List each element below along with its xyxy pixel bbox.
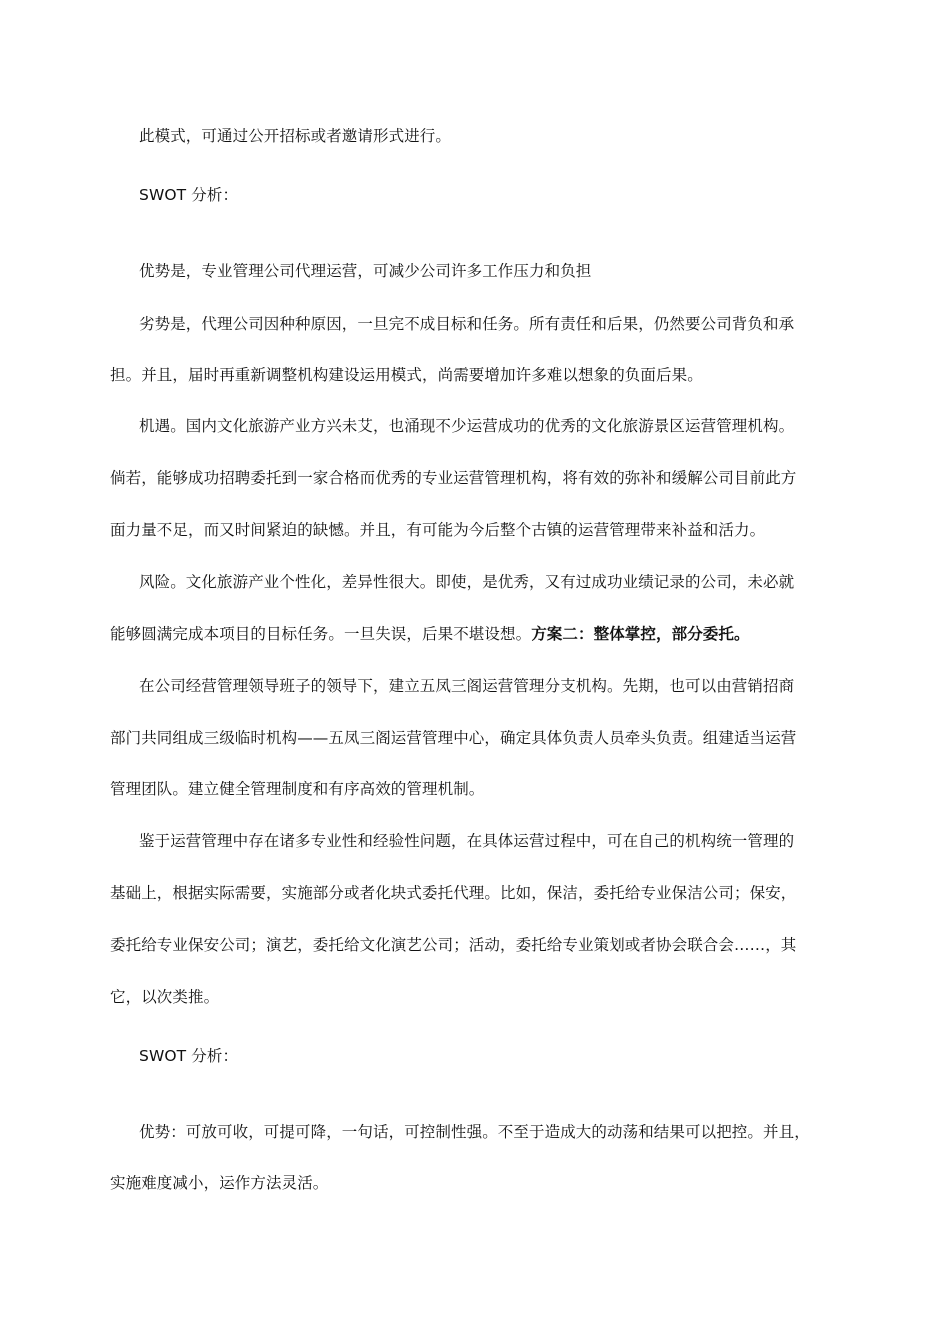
paragraph-line: 风险。文化旅游产业个性化，差异性很大。即使，是优秀，又有过成功业绩记录的公司，未必就 [139, 573, 795, 591]
paragraph-line: 部门共同组成三级临时机构——五凤三阁运营管理中心，确定具体负责人员牵头负责。组建适当运营 [110, 729, 797, 747]
paragraph-line: 倘若，能够成功招聘委托到一家合格而优秀的专业运营管理机构，将有效的弥补和缓解公司目前此方 [110, 469, 797, 487]
paragraph-line: 优势：可放可收，可提可降，一句话，可控制性强。不至于造成大的动荡和结果可以把控。并且， [139, 1123, 810, 1141]
paragraph-line: 在公司经营管理领导班子的领导下，建立五凤三阁运营管理分支机构。先期，也可以由营销招商 [139, 677, 795, 695]
paragraph-line: 优势是，专业管理公司代理运营，可减少公司许多工作压力和负担 [139, 262, 592, 280]
paragraph-line [110, 624, 750, 644]
paragraph-line: 委托给专业保安公司；演艺，委托给文化演艺公司；活动，委托给专业策划或者协会联合会……，其 [110, 936, 797, 954]
paragraph-line: 基础上，根据实际需要，实施部分或者化块式委托代理。比如，保洁，委托给专业保洁公司；保安， [110, 884, 797, 902]
section-heading: SWOT 分析： [139, 1047, 239, 1065]
paragraph-line: 机遇。国内文化旅游产业方兴未艾，也涌现不少运营成功的优秀的文化旅游景区运营管理机构。 [139, 417, 795, 435]
paragraph-line: 管理团队。建立健全管理制度和有序高效的管理机制。 [110, 780, 485, 798]
paragraph-line: 担。并且，届时再重新调整机构建设运用模式，尚需要增加许多难以想象的负面后果。 [110, 366, 703, 384]
paragraph-line: 此模式，可通过公开招标或者邀请形式进行。 [139, 127, 452, 145]
section-heading: SWOT 分析： [139, 186, 239, 204]
paragraph-line: 面力量不足，而又时间紧迫的缺憾。并且，有可能为今后整个古镇的运营管理带来补益和活力。 [110, 521, 766, 539]
paragraph-line: 劣势是，代理公司因种种原因，一旦完不成目标和任务。所有责任和后果，仍然要公司背负和承 [139, 315, 795, 333]
paragraph-line: 它，以次类推。 [110, 988, 220, 1006]
paragraph-text: 能够圆满完成本项目的目标任务。一旦失误，后果不堪设想。 [110, 625, 532, 643]
paragraph-line: 实施难度减小，运作方法灵活。 [110, 1174, 329, 1192]
plan-two-heading: 方案二：整体掌控，部分委托。 [531, 625, 750, 643]
paragraph-line: 鉴于运营管理中存在诸多专业性和经验性问题，在具体运营过程中，可在自己的机构统一管理的 [139, 832, 795, 850]
